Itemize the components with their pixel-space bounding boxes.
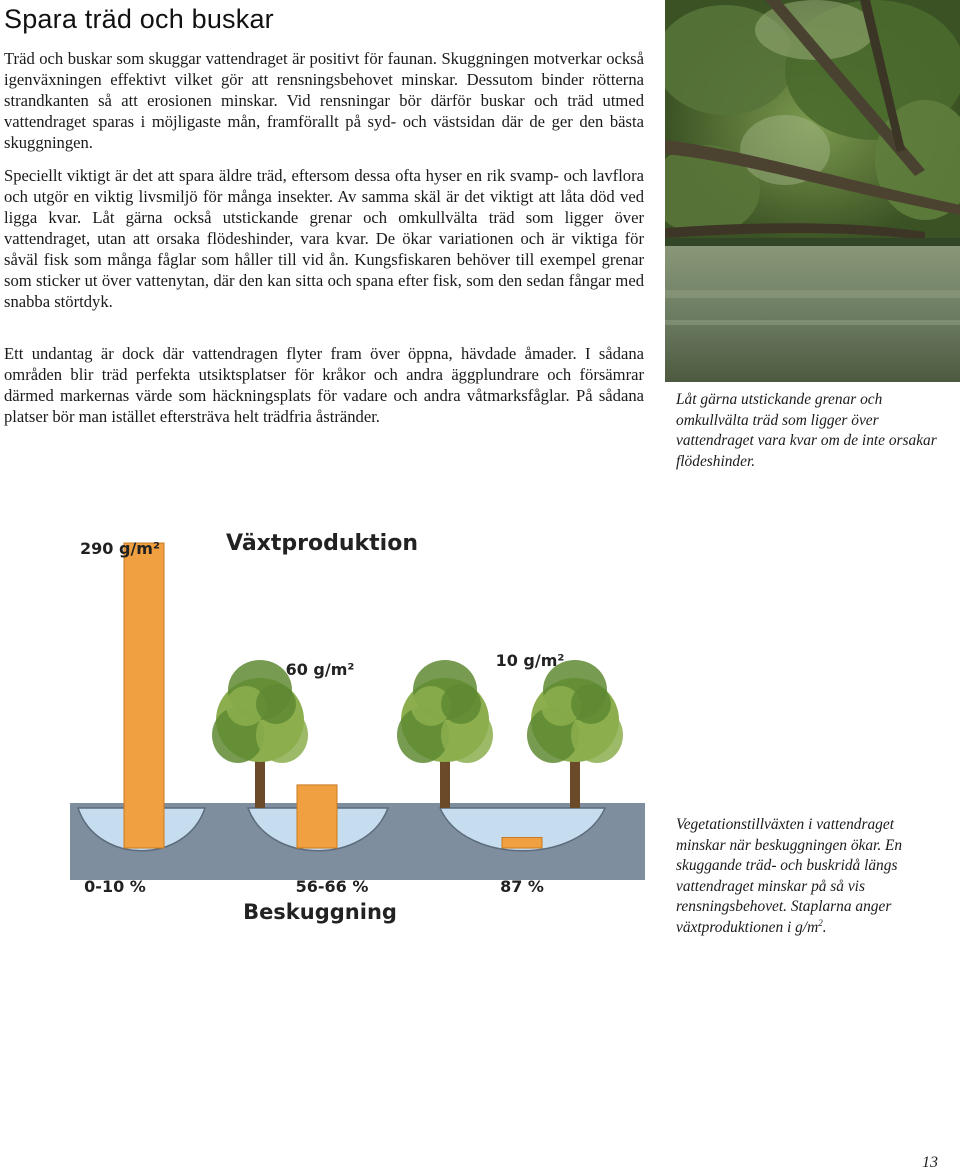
chart-title: Växtproduktion <box>226 531 418 556</box>
paragraph-3: Ett undantag är dock där vattendragen flyter fram över öppna, hävdade åmader. I sådana områden blir träd perfekta utsiktsplatser för kråkor och andra äggplundrare och försämrar därmed markernas värde som häckningsplats för vadare och andra våtmarksfåglar. På sådana platser bör man istället eftersträva helt trädfria åstränder. <box>4 344 644 426</box>
figure-caption-superscript: 2 <box>818 917 823 928</box>
tree-3-2 <box>527 660 623 808</box>
figure-caption-text: Vegetationstillväxten i vattendraget minskar när beskuggningen ökar. En skuggande träd- och buskridå längs vattendraget minskar på så vis rensningsbehovet. Staplarna anger växtproduktionen i g/m <box>676 816 903 936</box>
paragraph-2-block <box>4 165 644 320</box>
category-label-3: 87 % <box>500 877 544 896</box>
bar-value-label-2: 60 g/m² <box>285 660 355 679</box>
tree-3-1 <box>397 660 493 808</box>
category-label-2: 56-66 % <box>295 877 369 896</box>
stream-photo <box>665 0 960 382</box>
vaxtproduktion-chart <box>70 520 645 940</box>
bar-value-label-1: 290 g/m² <box>80 539 160 558</box>
category-label-1: 0-10 % <box>84 877 146 896</box>
x-axis-label: Beskuggning <box>243 900 397 924</box>
page-title: Spara träd och buskar <box>4 4 274 34</box>
stream-photo-illustration <box>665 0 960 382</box>
paragraph-3-block <box>4 343 644 435</box>
page-number: 13 <box>922 1154 938 1171</box>
figure-caption <box>676 815 938 939</box>
tree-2-1 <box>212 660 308 808</box>
bar-1 <box>124 543 164 848</box>
photo-caption: Låt gärna utstickande grenar och omkullvälta träd som ligger över vattendraget vara kvar om de inte orsakar flödeshinder. <box>676 391 937 470</box>
figure-caption-end: . <box>822 918 827 936</box>
bar-3 <box>502 837 542 848</box>
bar-2 <box>297 785 337 848</box>
bar-value-label-3: 10 g/m² <box>495 651 565 670</box>
paragraph-1: Träd och buskar som skuggar vattendraget är positivt för faunan. Skuggningen motverkar också igenväxningen effektivt vilket gör att rensningsbehovet minskar. Dessutom binder rötterna strandkanten så att erosionen minskar. Vid rensningar bör därför buskar och träd utmed vattendraget sparas i möjligaste mån, framförallt på syd- och västsidan där de ger den bästa skuggningen. <box>4 49 644 152</box>
paragraph-1-block <box>4 48 644 161</box>
paragraph-2: Speciellt viktigt är det att spara äldre träd, eftersom dessa ofta hyser en rik svamp- och lavflora och utgör en viktig livsmiljö för många insekter. Av samma skäl är det viktigt att låta död ved ligga kvar. Låt gärna också utstickande grenar och omkullvälta träd som ligger över vattendraget, utan att orsaka flödeshinder, vara kvar. De ökar variationen och är viktiga för såväl fisk som många fåglar som håller till vid ån. Kungsfiskaren behöver till exempel grenar som sticker ut över vattenytan, där den kan sitta och spana efter fisk, som den sedan fångar med snabba störtdyk. <box>4 166 644 311</box>
vaxtproduktion-figure <box>70 520 645 940</box>
